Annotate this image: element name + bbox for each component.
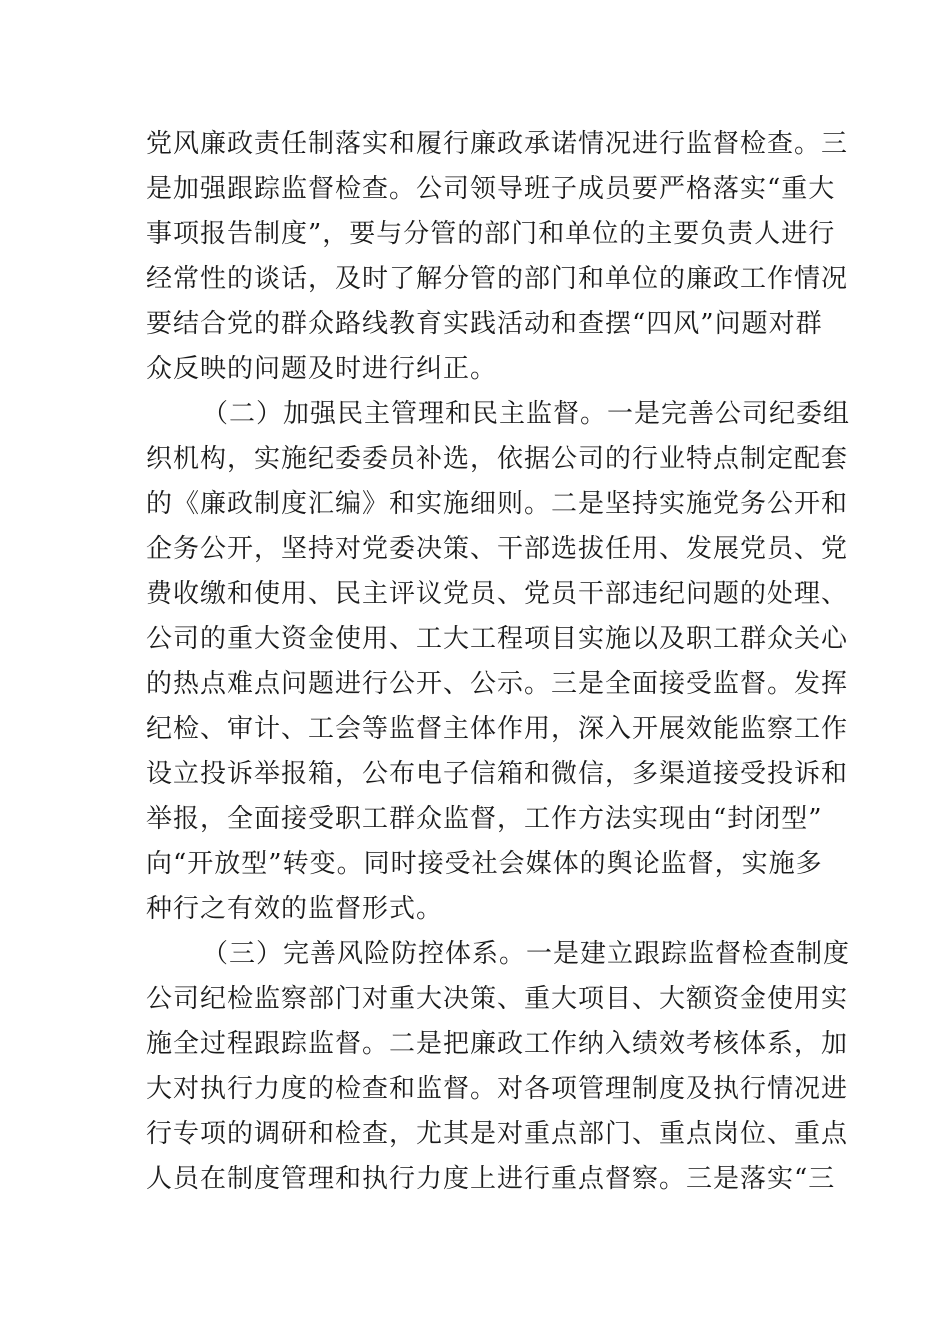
text-line: 企务公开，坚持对党委决策、干部选拔任用、发展党员、党 xyxy=(146,534,849,564)
document-body xyxy=(146,122,851,1202)
text-line: 向“开放型”转变。同时接受社会媒体的舆论监督，实施多 xyxy=(146,849,823,879)
text-line: 众反映的问题及时进行纠正。 xyxy=(146,354,498,384)
text-line: 公司纪检监察部门对重大决策、重大项目、大额资金使用实 xyxy=(146,984,849,1014)
text-line: 施全过程跟踪监督。二是把廉政工作纳入绩效考核体系，加 xyxy=(146,1029,849,1059)
text-line: 大对执行力度的检查和监督。对各项管理制度及执行情况进 xyxy=(146,1074,849,1104)
text-line: 事项报告制度”，要与分管的部门和单位的主要负责人进行 xyxy=(146,219,836,249)
text-line: 公司的重大资金使用、工大工程项目实施以及职工群众关心 xyxy=(146,624,849,654)
text-line: 的《廉政制度汇编》和实施细则。二是坚持实施党务公开和 xyxy=(146,489,849,519)
text-line: 种行之有效的监督形式。 xyxy=(146,894,444,924)
text-line: 织机构，实施纪委委员补选，依据公司的行业特点制定配套 xyxy=(146,444,849,474)
text-line: 行专项的调研和检查，尤其是对重点部门、重点岗位、重点 xyxy=(146,1119,849,1149)
text-line: 是加强跟踪监督检查。公司领导班子成员要严格落实“重大 xyxy=(146,174,836,204)
paragraph-heading-line: （二）加强民主管理和民主监督。一是完善公司纪委组 xyxy=(202,399,851,429)
text-line: 费收缴和使用、民主评议党员、党员干部违纪问题的处理、 xyxy=(146,579,849,609)
text-line: 纪检、审计、工会等监督主体作用，深入开展效能监察工作 xyxy=(146,714,849,744)
text-line: 设立投诉举报箱，公布电子信箱和微信，多渠道接受投诉和 xyxy=(146,759,849,789)
text-line: 人员在制度管理和执行力度上进行重点督察。三是落实“三 xyxy=(146,1164,836,1194)
text-line: 举报，全面接受职工群众监督，工作方法实现由“封闭型” xyxy=(146,804,823,834)
text-line: 经常性的谈话，及时了解分管的部门和单位的廉政工作情况 xyxy=(146,264,849,294)
text-line: 党风廉政责任制落实和履行廉政承诺情况进行监督检查。三 xyxy=(146,129,849,159)
text-line: 要结合党的群众路线教育实践活动和查摆“四风”问题对群 xyxy=(146,309,823,339)
paragraph-heading-line: （三）完善风险防控体系。一是建立跟踪监督检查制度 xyxy=(202,939,851,969)
text-line: 的热点难点问题进行公开、公示。三是全面接受监督。发挥 xyxy=(146,669,849,699)
